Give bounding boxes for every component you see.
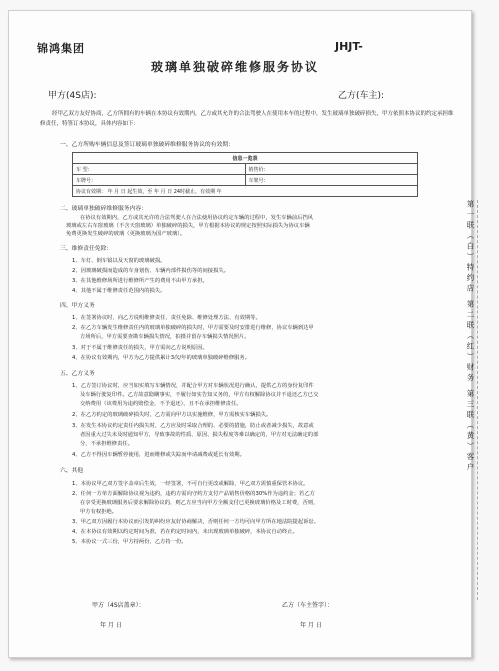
section-6-heading: 六、其他: [60, 468, 84, 474]
sale-price-cell: 销售价：: [245, 164, 418, 175]
info-table-header: 信息一览表: [73, 153, 418, 164]
list-item: 2、因玻璃破损而造成的车身划伤、车辆内部件损伤等的间接损失。: [72, 268, 229, 274]
party-a-date: 年 月 日: [100, 622, 122, 629]
list-item: 1、乙方签订协议时，应当如实填写车辆情况，并配合甲方对车辆状况进行确认，提供乙方的身份复印件: [72, 383, 314, 389]
plate-cell: 车牌号：: [73, 175, 246, 186]
section-4-heading: 四、甲方义务: [60, 303, 95, 309]
copy-distribution-note: 第一联（白）特约店 第二联（红）财务 第三联（黄）客户: [466, 200, 475, 474]
list-item: 4、在本协议有效期以约定时间为准，若在约定时间内，未出现玻璃单独破碎，本协议自动终止。: [72, 529, 298, 535]
list-item: 2、任何一方单方面解除协议视为违约，违约方需向守约方支付产品销售价格的30%作为违约金；若乙方: [72, 491, 315, 497]
list-item: 4、乙方不得因车辆暂停使用，进而维修或失踪而申请减费或延长有效期。: [72, 452, 245, 458]
party-a-signature-label: 甲方（4S店盖章）：: [92, 602, 145, 609]
period-cell: 协议有效期： 年 月 日 起生效，至 年 月 日 24时截止，有效期 年: [73, 186, 418, 197]
list-item: 2、在乙方约定的玻璃破碎损失时，乙方需向甲方以实施维修，甲方需核实车辆损失。: [72, 412, 272, 418]
section-2-text: 免费更换发生破碎的玻璃（更换玻璃为国产玻璃）。: [66, 231, 186, 237]
document-title: 玻璃单独破碎维修服务协议: [150, 60, 319, 74]
list-item: 3、对于不属于维修责任的损失，甲方需向乙方说明原因。: [72, 345, 208, 351]
list-item: 5、本协议一式三份，甲方持两份，乙方持一份。: [72, 539, 187, 545]
car-model-cell: 车 型：: [73, 164, 246, 175]
list-item: 甲方有权拒绝。: [80, 509, 118, 515]
intro-paragraph: 经甲乙双方友好协商，乙方所拥有的车辆在本协议有效期内，乙方或其允许的合法驾驶人在使用本车的过程中，发生玻璃单独破碎损失，甲方依照本协议的约定承担维修责任，特签订本协议，具体内容如下：: [40, 111, 454, 127]
section-5-heading: 五、乙方义务: [60, 371, 95, 377]
document-code: JHJT-: [335, 40, 363, 53]
list-item: 方场所后，甲方需要查勘车辆损失情况，拍摄并留存车辆损失情况照片。: [80, 334, 250, 340]
list-item: 3、在发生本协议约定责任内损失时，乙方应及时采取合理的、必要的措施，防止或者减少损失，故意或: [72, 423, 314, 429]
list-item: 在享受更换玻璃服务后要求解除协议的，则乙方应当向甲方全额支付已更换玻璃价格及工时费，否则，: [80, 500, 319, 506]
party-b-date: 年 月 日: [300, 622, 322, 629]
section-2-text: 玻璃或左右车窗玻璃（不含天窗玻璃）单独破碎的损失，甲方根据本协议的规定按照实际损失为协议车辆: [66, 223, 310, 229]
list-item: 3、甲乙双方因履行本协议而引发的纠纷应友好协商解决，否则任何一方均可向甲方所在地法院提起诉讼。: [72, 519, 320, 525]
list-item: 1、本协议甲乙双方签字盖章后生效，一经签署，不可自行更改或解除，甲乙双方需慎重保管本协议。: [72, 481, 309, 487]
list-item: 1、在签署协议时，向乙方说明维修责任、责任免除、维修处理方法、有效期等。: [72, 315, 261, 321]
list-item: 1、车灯、倒车镜以及天窗的玻璃破损。: [72, 258, 166, 264]
perforation-line: [477, 200, 478, 600]
list-item: 4、其他不属于维修责任范围内的损失。: [72, 288, 166, 294]
party-b-signature-label: 乙方（车主签字）：: [282, 602, 334, 609]
party-b-label: 乙方(车主):: [338, 91, 385, 101]
list-item: 分，不承担维修责任。: [80, 441, 133, 447]
list-item: 2、在乙方车辆发生维修责任内的玻璃单独破碎的损失时，甲方需要及时安排进行维修，协议车辆到达甲: [72, 325, 314, 331]
list-item: 交纳费用（该费用为违约赔偿金，不予退还），且不在承担维修责任。: [80, 401, 242, 407]
list-item: 及车辆行驶复印件。乙方故意隐瞒事实，不履行如实告知义务的，甲方有权解除协议并不退还乙方已交: [80, 392, 319, 398]
section-3-heading: 三、维修责任免除：: [60, 246, 113, 252]
party-a-label: 甲方(4S店):: [48, 91, 97, 101]
list-item: 3、在其他维修场所进行维修所产生的费用不由甲方承担。: [72, 278, 208, 284]
brand-name: 锦鸿集团: [37, 42, 85, 55]
section-1-heading: 一、乙方所购车辆信息及签订玻璃单独破碎维修服务协议的有效期：: [60, 142, 234, 148]
list-item: 4、在协议有效期内，甲方为乙方提供累计3次/年的玻璃单独破碎维修服务。: [72, 355, 251, 361]
section-2-text: 在协议有效期内，乙方或其允许的合法驾驶人在合法使用协议约定车辆的过程中，发生车辆前后挡风: [80, 215, 314, 221]
frame-cell: 车架号：: [245, 175, 418, 186]
list-item: 者因重大过失未及时通知甲方，导致事故的性质、原因、损失程度等难以确定的，甲方对无法确定的部: [80, 432, 319, 438]
info-table: [72, 152, 418, 197]
section-2-heading: 二、玻璃单独破碎维修服务内容：: [60, 206, 147, 212]
